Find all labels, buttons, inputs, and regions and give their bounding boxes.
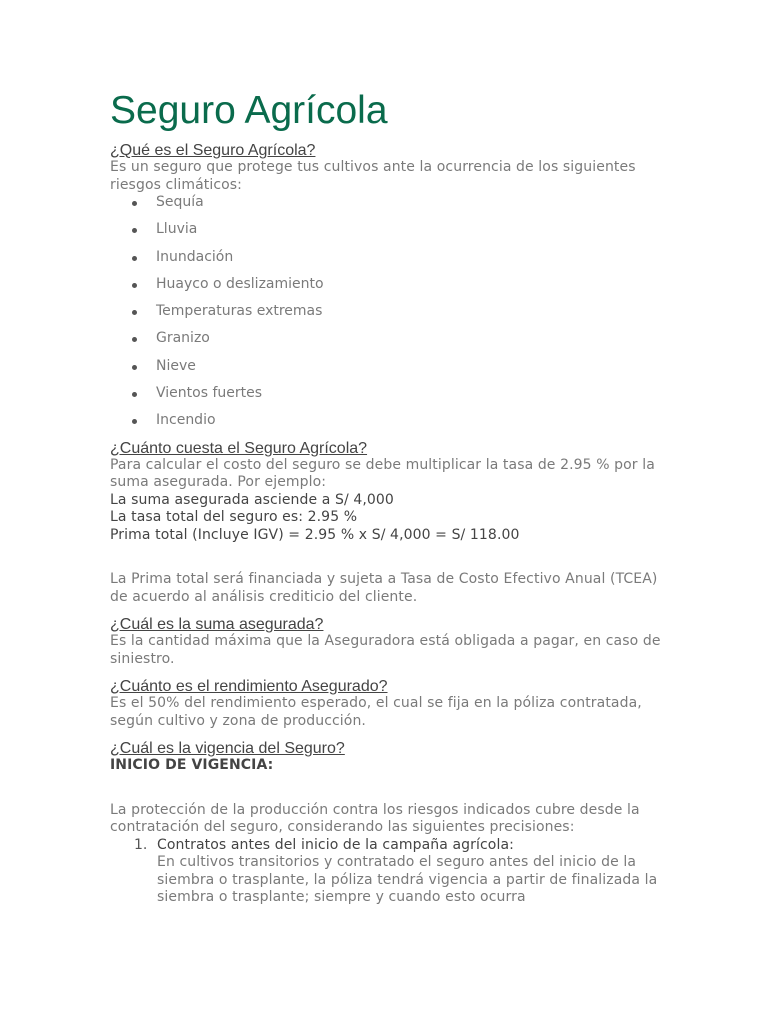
question-cost: ¿Cuánto cuesta el Seguro Agrícola? [110,439,368,457]
question-yield: ¿Cuánto es el rendimiento Asegurado? [110,678,388,696]
validity-subheading: INICIO DE VIGENCIA: [110,757,274,774]
list-item: Sequía [130,194,670,221]
list-item: Nieve [130,358,670,385]
question-what-is: ¿Qué es el Seguro Agrícola? [110,142,316,159]
validity-text: La protección de la producción contra los riesgos indicados cubre desde la contratación del seguro, considerando las siguientes precisiones: [110,801,640,836]
list-item: Granizo [130,330,670,357]
list-item: Vientos fuertes [130,385,670,412]
document-content [110,86,670,907]
financing-note: La Prima total será financiada y sujeta a Tasa de Costo Efectivo Anual (TCEA) de acuerdo al análisis crediticio del cliente. [110,571,658,605]
list-number: 1. [134,836,148,853]
answer-yield: Es el 50% del rendimiento esperado, el cual se fija en la póliza contratada, según cultivo y zona de producción. [110,695,642,729]
question-sum-insured: ¿Cuál es la suma asegurada? [110,616,324,634]
list-item: Temperaturas extremas [130,303,670,330]
page-title: Seguro Agrícola [110,89,388,132]
list-item [110,837,670,907]
condition-title: Contratos antes del inicio de la campaña agrícola: [157,836,514,853]
example-line: La tasa total del seguro es: 2.95 % [110,509,358,526]
answer-sum-insured: Es la cantidad máxima que la Aseguradora está obligada a pagar, en caso de siniestro. [110,633,661,667]
answer-cost: Para calcular el costo del seguro se debe multiplicar la tasa de 2.95 % por la suma asegurada. Por ejemplo: [110,456,655,491]
example-line: La suma asegurada asciende a S/ 4,000 [110,491,394,508]
answer-what-is: Es un seguro que protege tus cultivos ante la ocurrencia de los siguientes riesgos climáticos: [110,159,636,193]
list-item: Lluvia [130,221,670,248]
risk-list [110,194,670,440]
condition-text: En cultivos transitorios y contratado el seguro antes del inicio de la siembra o trasplante, la póliza tendrá vigencia a partir de finalizada la siembra o trasplante; siempre y cuando esto ocurra [157,854,658,906]
list-item: Inundación [130,249,670,276]
example-line: Prima total (Incluye IGV) = 2.95 % x S/ 4,000 = S/ 118.00 [110,526,520,543]
question-validity: ¿Cuál es la vigencia del Seguro? [110,740,345,758]
list-item: Huayco o deslizamiento [130,276,670,303]
conditions-list [110,837,670,907]
list-item: Incendio [130,412,670,439]
